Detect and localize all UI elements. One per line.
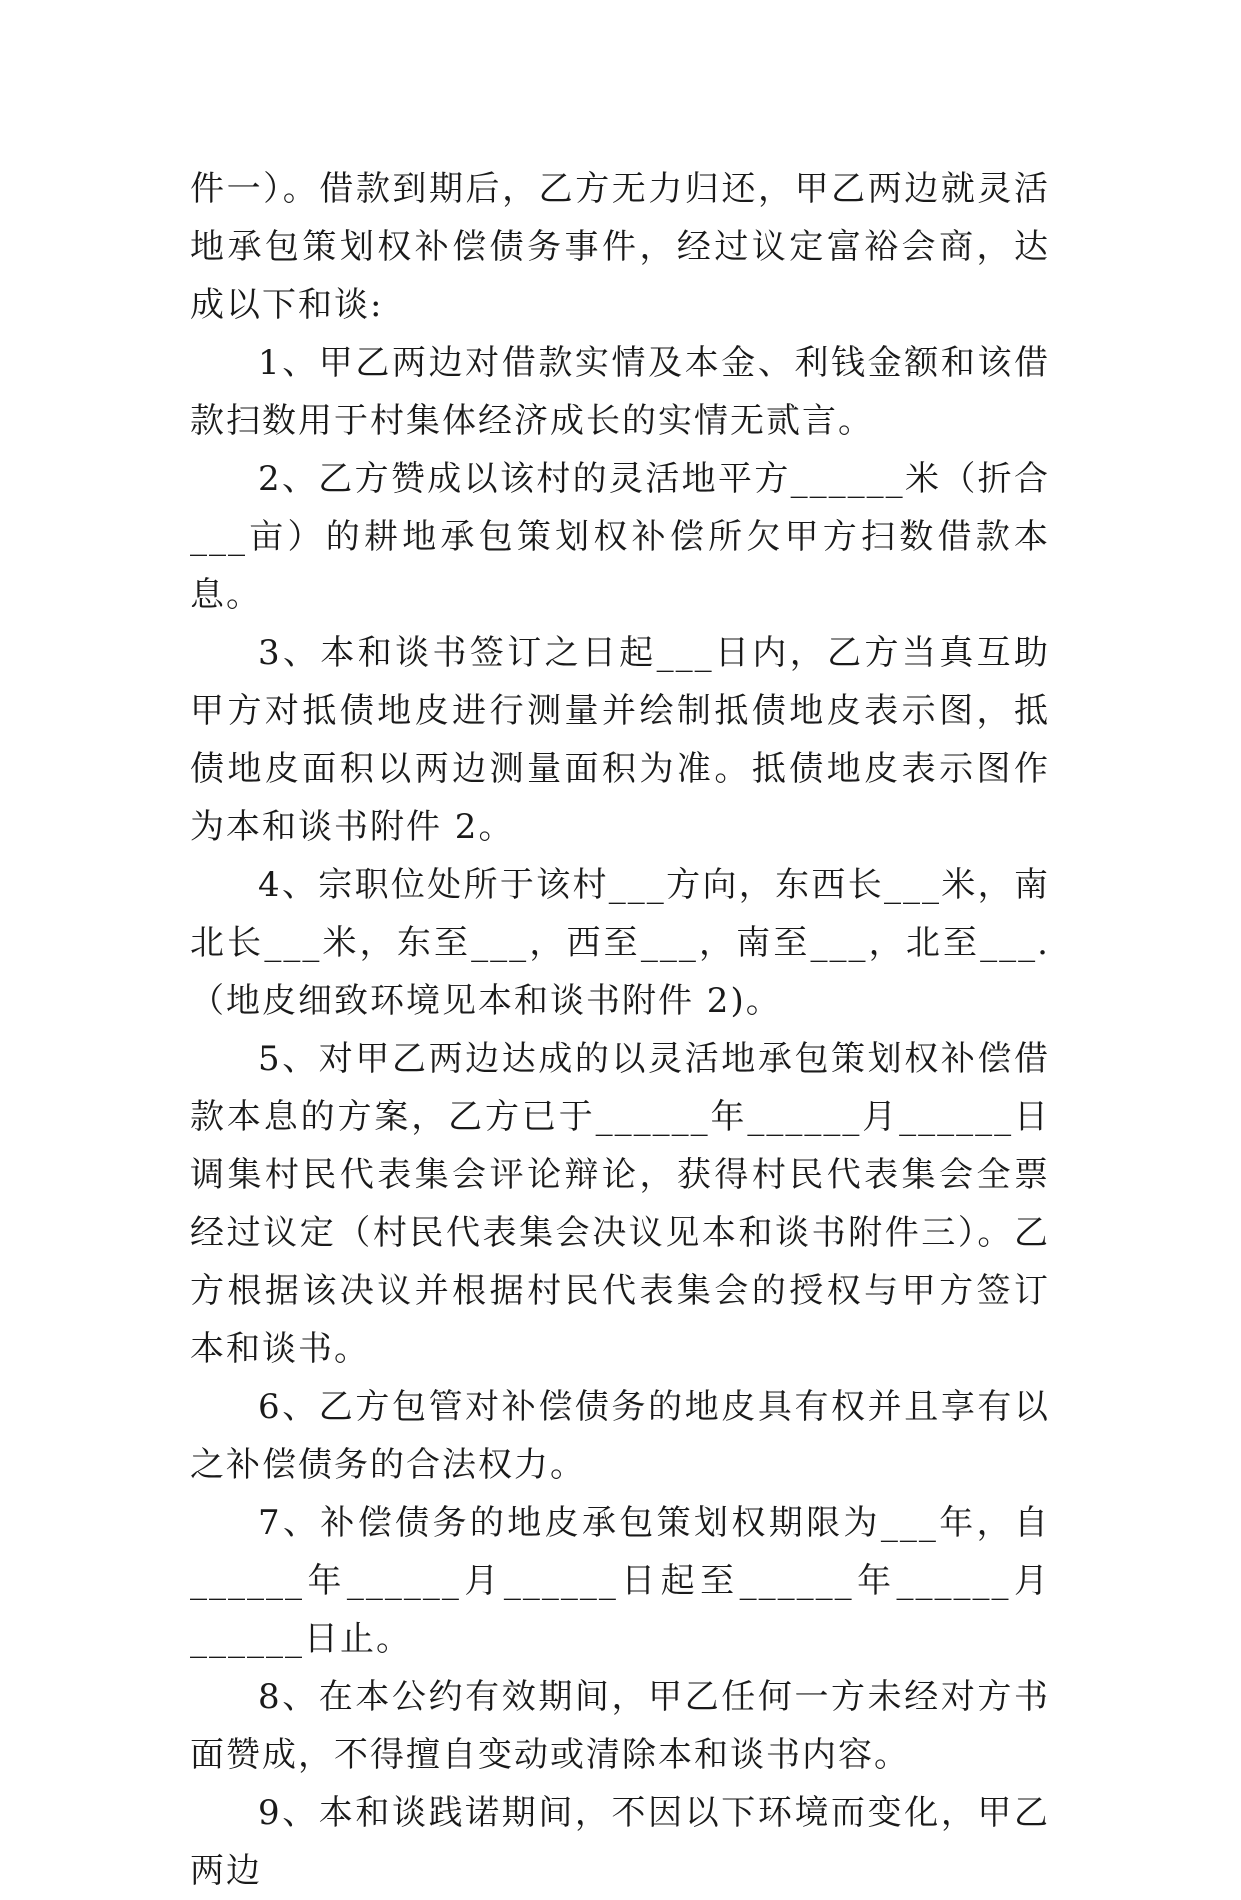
- clause-8: 8、在本公约有效期间，甲乙任何一方未经对方书面赞成，不得擅自变动或清除本和谈书内容。: [190, 1677, 1050, 1775]
- clause-2: 2、乙方赞成以该村的灵活地平方______米（折合___亩）的耕地承包策划权补偿所欠甲方扫数借款本息。: [190, 459, 1050, 615]
- clause-6: 6、乙方包管对补偿债务的地皮具有权并且享有以之补偿债务的合法权力。: [190, 1387, 1050, 1485]
- paragraph-continuation: 件一）。借款到期后，乙方无力归还，甲乙两边就灵活地承包策划权补偿债务事件，经过议定富裕会商，达成以下和谈:: [190, 169, 1050, 325]
- document-body: [190, 160, 1050, 1900]
- clause-4: 4、宗职位处所于该村___方向，东西长___米，南北长___米，东至___，西至___，南至___，北至___.（地皮细致环境见本和谈书附件 2)。: [190, 865, 1050, 1021]
- clause-3: 3、本和谈书签订之日起___日内，乙方当真互助甲方对抵债地皮进行测量并绘制抵债地皮表示图，抵债地皮面积以两边测量面积为准。抵债地皮表示图作为本和谈书附件 2。: [190, 633, 1050, 847]
- clause-5: 5、对甲乙两边达成的以灵活地承包策划权补偿借款本息的方案，乙方已于______年______月______日调集村民代表集会评论辩论，获得村民代表集会全票经过议定（村民代表集会决议见本和谈书附件三）。乙方根据该决议并根据村民代表集会的授权与甲方签订本和谈书。: [190, 1039, 1050, 1369]
- clause-9: 9、本和谈践诺期间，不因以下环境而变化，甲乙两边: [190, 1793, 1050, 1891]
- clause-1: 1、甲乙两边对借款实情及本金、利钱金额和该借款扫数用于村集体经济成长的实情无贰言。: [190, 343, 1050, 441]
- clause-7: 7、补偿债务的地皮承包策划权期限为___年，自______年______月______日起至______年______月______日止。: [190, 1503, 1050, 1659]
